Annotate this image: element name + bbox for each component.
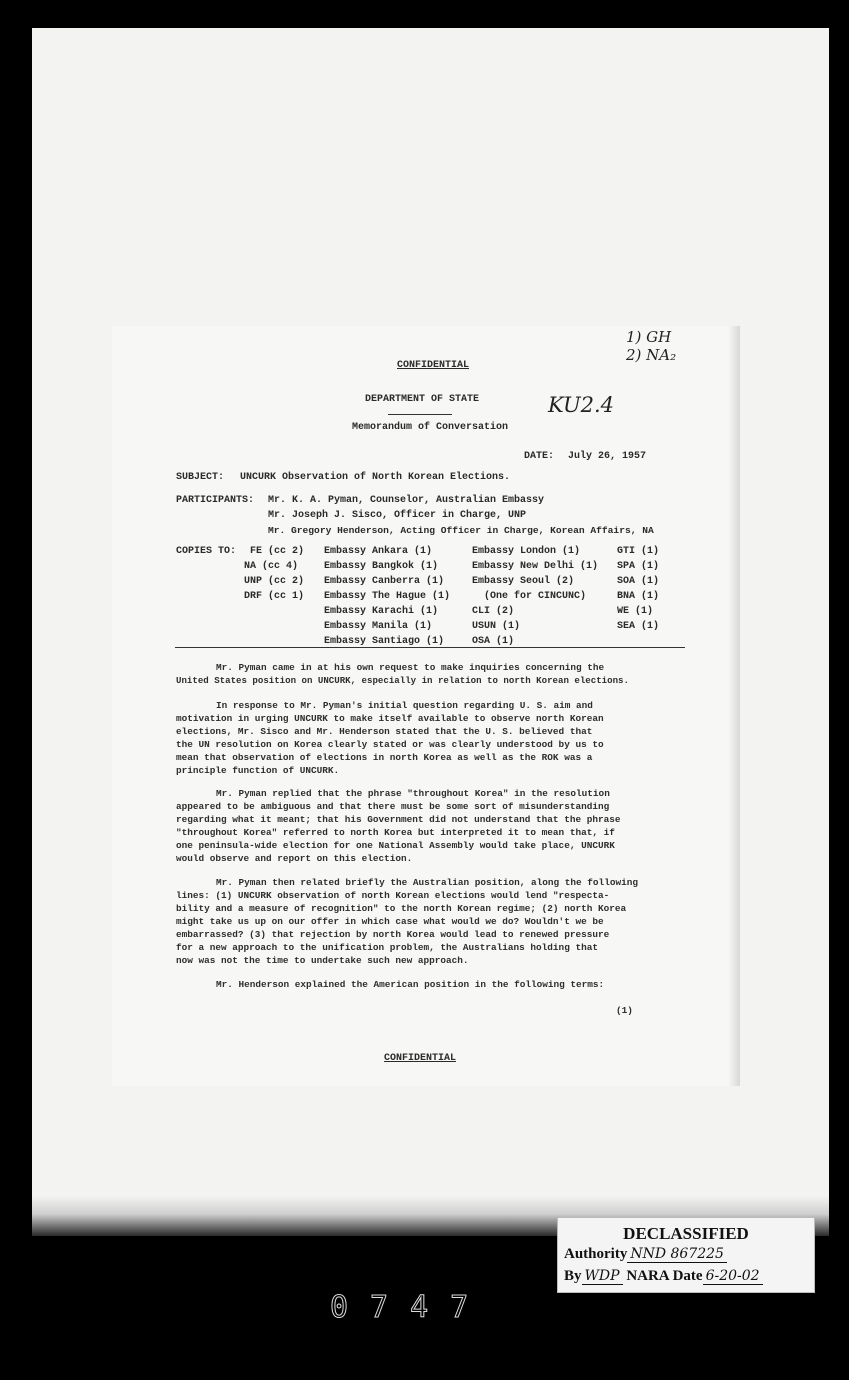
sheet-edge bbox=[728, 326, 740, 1086]
copy-entry: NA (cc 4) bbox=[244, 561, 299, 572]
participants-label: PARTICIPANTS: bbox=[176, 495, 255, 506]
text-line: Mr. Pyman then related briefly the Australian position, along the following bbox=[216, 877, 638, 888]
text-line: "throughout Korea" referred to north Korea but interpreted it to mean that, if bbox=[176, 827, 615, 838]
copy-entry: Embassy Santiago (1) bbox=[324, 636, 445, 647]
copy-entry: WE (1) bbox=[617, 606, 654, 617]
text-line: embarrassed? (3) that rejection by north Korea would lead to renewed pressure bbox=[176, 929, 610, 940]
copy-entry: Embassy Manila (1) bbox=[324, 621, 433, 632]
copy-entry: Embassy Seoul (2) bbox=[472, 576, 575, 587]
text-line: one peninsula-wide election for one National Assembly would take place, UNCURK bbox=[176, 840, 615, 851]
copy-entry: USUN (1) bbox=[472, 621, 521, 632]
by-label: By bbox=[564, 1268, 582, 1284]
text-line: appeared to be ambiguous and that there must be some sort of misunderstanding bbox=[176, 801, 610, 812]
heading-rule bbox=[388, 414, 452, 415]
text-line: motivation in urging UNCURK to make itself available to observe north Korean bbox=[176, 713, 604, 724]
text-line: Mr. Henderson explained the American position in the following terms: bbox=[216, 979, 605, 990]
header-divider bbox=[175, 647, 685, 648]
nara-value: 6-20-02 bbox=[703, 1268, 763, 1285]
participant-line: Mr. Gregory Henderson, Acting Officer in Charge, Korean Affairs, NA bbox=[268, 525, 654, 536]
text-line: bility and a measure of recognition" to the north Korean regime; (2) north Korea bbox=[176, 903, 627, 914]
text-line: In response to Mr. Pyman's initial question regarding U. S. aim and bbox=[216, 700, 593, 711]
copy-entry: Embassy Ankara (1) bbox=[324, 546, 433, 557]
routing-note-2: 2) NA₂ bbox=[626, 346, 677, 364]
text-line: lines: (1) UNCURK observation of north Korean elections would lend "respecta- bbox=[176, 890, 610, 901]
copy-entry: (One for CINCUNC) bbox=[484, 591, 587, 602]
text-line: principle function of UNCURK. bbox=[176, 765, 340, 776]
copies-label: COPIES TO: bbox=[176, 546, 237, 557]
copy-entry: Embassy Bangkok (1) bbox=[324, 561, 439, 572]
copy-entry: Embassy Karachi (1) bbox=[324, 606, 439, 617]
file-code: KU2.4 bbox=[548, 393, 615, 417]
classification-bottom: CONFIDENTIAL bbox=[384, 1053, 457, 1064]
text-line: would observe and report on this election. bbox=[176, 853, 413, 864]
copy-entry: Embassy London (1) bbox=[472, 546, 581, 557]
page-number: (1) bbox=[616, 1005, 633, 1016]
text-line: United States position on UNCURK, especially in relation to north Korean elections. bbox=[176, 675, 629, 686]
copy-entry: GTI (1) bbox=[617, 546, 660, 557]
text-line: now was not the time to undertake such new approach. bbox=[176, 955, 469, 966]
copy-entry: Embassy New Delhi (1) bbox=[472, 561, 599, 572]
by-value: WDP bbox=[582, 1268, 623, 1285]
copy-entry: DRF (cc 1) bbox=[244, 591, 305, 602]
text-line: for a new approach to the unification problem, the Australians holding that bbox=[176, 942, 598, 953]
copy-entry: SEA (1) bbox=[617, 621, 660, 632]
stamp-by-row bbox=[564, 1268, 763, 1285]
text-line: Mr. Pyman came in at his own request to make inquiries concerning the bbox=[216, 662, 605, 673]
text-line: the UN resolution on Korea clearly stated or was clearly understood by us to bbox=[176, 739, 604, 750]
declassified-stamp bbox=[557, 1217, 815, 1293]
stamp-authority-row bbox=[564, 1246, 727, 1263]
copy-entry: OSA (1) bbox=[472, 636, 515, 647]
participant-line: Mr. K. A. Pyman, Counselor, Australian Embassy bbox=[268, 495, 545, 506]
copy-entry: CLI (2) bbox=[472, 606, 515, 617]
authority-label: Authority bbox=[564, 1246, 628, 1262]
copy-entry: Embassy The Hague (1) bbox=[324, 591, 451, 602]
text-line: mean that observation of elections in north Korea as well as the ROK was a bbox=[176, 752, 593, 763]
stamp-title: DECLASSIFIED bbox=[623, 1224, 749, 1243]
classification-top: CONFIDENTIAL bbox=[397, 360, 470, 371]
subject-text: UNCURK Observation of North Korean Elections. bbox=[240, 472, 511, 483]
copy-entry: BNA (1) bbox=[617, 591, 660, 602]
frame-number: 0747 bbox=[330, 1290, 491, 1325]
date-value: July 26, 1957 bbox=[568, 451, 647, 462]
copy-entry: FE (cc 2) bbox=[250, 546, 305, 557]
copy-entry: SPA (1) bbox=[617, 561, 660, 572]
routing-note-1: 1) GH bbox=[626, 328, 672, 346]
text-line: Mr. Pyman replied that the phrase "throughout Korea" in the resolution bbox=[216, 788, 610, 799]
authority-value: NND 867225 bbox=[627, 1246, 727, 1263]
document-type: Memorandum of Conversation bbox=[352, 422, 509, 433]
copy-entry: SOA (1) bbox=[617, 576, 660, 587]
subject-label: SUBJECT: bbox=[176, 472, 225, 483]
copy-entry: UNP (cc 2) bbox=[244, 576, 305, 587]
date-label: DATE: bbox=[524, 451, 555, 462]
text-line: elections, Mr. Sisco and Mr. Henderson stated that the U. S. believed that bbox=[176, 726, 593, 737]
text-line: might take us up on our offer in which case what would we do? Wouldn't we be bbox=[176, 916, 604, 927]
participant-line: Mr. Joseph J. Sisco, Officer in Charge, UNP bbox=[268, 510, 527, 521]
text-line: regarding what it meant; that his Government did not understand that the phrase bbox=[176, 814, 621, 825]
copy-entry: Embassy Canberra (1) bbox=[324, 576, 445, 587]
nara-label: NARA Date bbox=[626, 1268, 703, 1284]
agency-heading: DEPARTMENT OF STATE bbox=[365, 394, 480, 405]
